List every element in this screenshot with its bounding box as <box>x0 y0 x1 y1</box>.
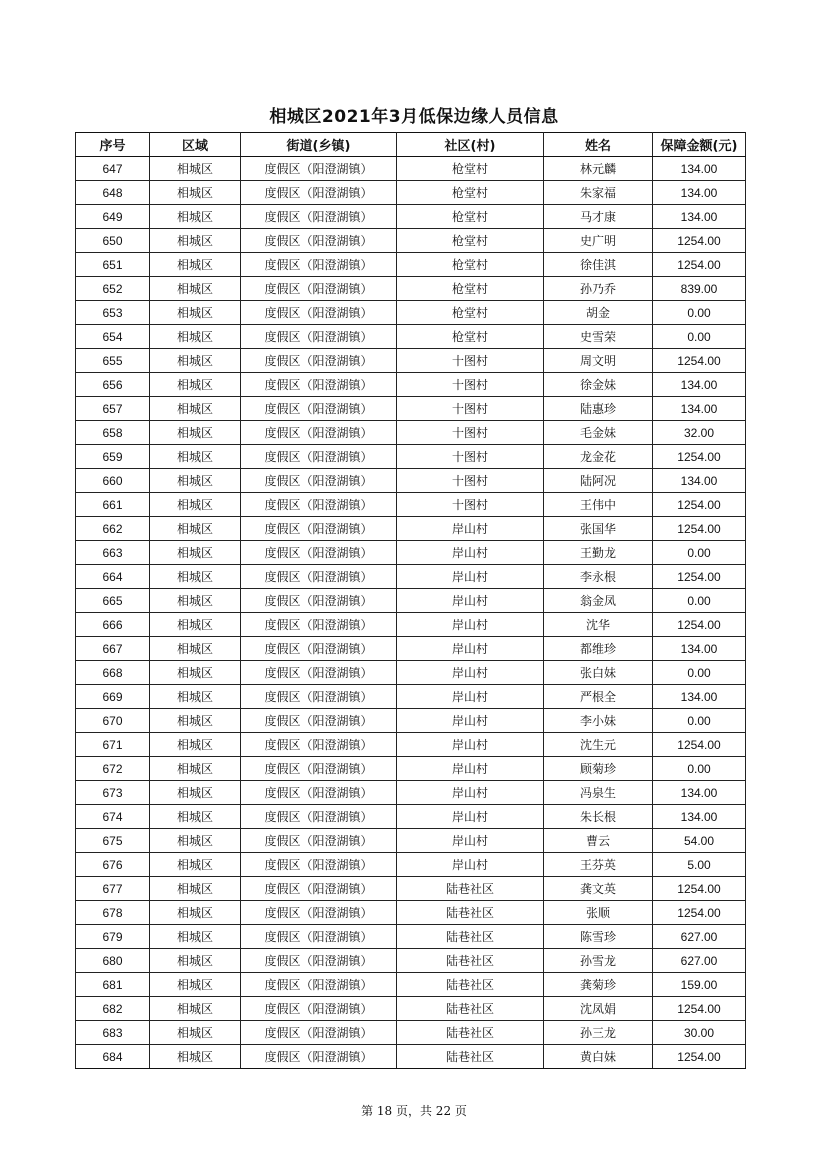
cell-name: 马才康 <box>544 205 653 229</box>
table-row <box>76 589 746 613</box>
cell-community: 岸山村 <box>397 829 544 853</box>
cell-district: 相城区 <box>150 325 241 349</box>
cell-amount: 54.00 <box>653 829 746 853</box>
cell-district: 相城区 <box>150 397 241 421</box>
cell-community: 十图村 <box>397 421 544 445</box>
cell-street: 度假区（阳澄湖镇） <box>241 421 397 445</box>
cell-index: 659 <box>76 445 150 469</box>
cell-community: 陆巷社区 <box>397 877 544 901</box>
cell-index: 661 <box>76 493 150 517</box>
cell-index: 671 <box>76 733 150 757</box>
page-footer: 第 18 页，共 22 页 <box>361 1104 467 1118</box>
cell-street: 度假区（阳澄湖镇） <box>241 373 397 397</box>
cell-amount: 0.00 <box>653 589 746 613</box>
cell-amount: 1254.00 <box>653 1045 746 1069</box>
cell-name: 张国华 <box>544 517 653 541</box>
cell-index: 668 <box>76 661 150 685</box>
cell-name: 龚文英 <box>544 877 653 901</box>
column-header-community: 社区(村) <box>397 133 544 157</box>
cell-name: 冯泉生 <box>544 781 653 805</box>
cell-amount: 627.00 <box>653 949 746 973</box>
cell-district: 相城区 <box>150 805 241 829</box>
cell-street: 度假区（阳澄湖镇） <box>241 301 397 325</box>
cell-street: 度假区（阳澄湖镇） <box>241 1045 397 1069</box>
cell-index: 655 <box>76 349 150 373</box>
cell-community: 枪堂村 <box>397 253 544 277</box>
cell-district: 相城区 <box>150 445 241 469</box>
cell-district: 相城区 <box>150 541 241 565</box>
cell-community: 岸山村 <box>397 613 544 637</box>
table-row <box>76 1021 746 1045</box>
cell-district: 相城区 <box>150 253 241 277</box>
cell-index: 650 <box>76 229 150 253</box>
cell-community: 枪堂村 <box>397 277 544 301</box>
cell-street: 度假区（阳澄湖镇） <box>241 997 397 1021</box>
cell-amount: 1254.00 <box>653 517 746 541</box>
cell-community: 岸山村 <box>397 733 544 757</box>
cell-community: 十图村 <box>397 469 544 493</box>
table-row <box>76 1045 746 1069</box>
cell-amount: 134.00 <box>653 781 746 805</box>
column-header-index: 序号 <box>76 133 150 157</box>
table-row <box>76 349 746 373</box>
cell-amount: 5.00 <box>653 853 746 877</box>
table-row <box>76 685 746 709</box>
cell-index: 665 <box>76 589 150 613</box>
table-row <box>76 757 746 781</box>
cell-index: 670 <box>76 709 150 733</box>
cell-amount: 134.00 <box>653 397 746 421</box>
cell-name: 王芬英 <box>544 853 653 877</box>
cell-amount: 0.00 <box>653 541 746 565</box>
cell-community: 岸山村 <box>397 685 544 709</box>
cell-amount: 1254.00 <box>653 445 746 469</box>
cell-district: 相城区 <box>150 181 241 205</box>
cell-community: 枪堂村 <box>397 205 544 229</box>
cell-community: 岸山村 <box>397 589 544 613</box>
cell-district: 相城区 <box>150 349 241 373</box>
cell-amount: 134.00 <box>653 157 746 181</box>
cell-street: 度假区（阳澄湖镇） <box>241 469 397 493</box>
cell-index: 648 <box>76 181 150 205</box>
cell-district: 相城区 <box>150 709 241 733</box>
cell-street: 度假区（阳澄湖镇） <box>241 517 397 541</box>
column-header-name: 姓名 <box>544 133 653 157</box>
table-row <box>76 781 746 805</box>
cell-amount: 0.00 <box>653 661 746 685</box>
cell-index: 683 <box>76 1021 150 1045</box>
cell-community: 岸山村 <box>397 661 544 685</box>
cell-amount: 839.00 <box>653 277 746 301</box>
cell-name: 陈雪珍 <box>544 925 653 949</box>
cell-amount: 0.00 <box>653 301 746 325</box>
table-row <box>76 733 746 757</box>
cell-amount: 1254.00 <box>653 229 746 253</box>
cell-name: 朱长根 <box>544 805 653 829</box>
cell-community: 陆巷社区 <box>397 901 544 925</box>
cell-community: 陆巷社区 <box>397 997 544 1021</box>
cell-name: 张白妹 <box>544 661 653 685</box>
cell-community: 岸山村 <box>397 757 544 781</box>
cell-index: 666 <box>76 613 150 637</box>
table-row <box>76 661 746 685</box>
cell-name: 沈生元 <box>544 733 653 757</box>
cell-index: 649 <box>76 205 150 229</box>
cell-street: 度假区（阳澄湖镇） <box>241 541 397 565</box>
cell-index: 656 <box>76 373 150 397</box>
cell-amount: 134.00 <box>653 181 746 205</box>
cell-district: 相城区 <box>150 997 241 1021</box>
cell-district: 相城区 <box>150 637 241 661</box>
cell-district: 相城区 <box>150 589 241 613</box>
table-row <box>76 253 746 277</box>
cell-amount: 134.00 <box>653 205 746 229</box>
cell-index: 677 <box>76 877 150 901</box>
cell-amount: 0.00 <box>653 325 746 349</box>
cell-community: 岸山村 <box>397 565 544 589</box>
table-row <box>76 565 746 589</box>
table-row <box>76 925 746 949</box>
cell-name: 毛金妹 <box>544 421 653 445</box>
cell-name: 翁金凤 <box>544 589 653 613</box>
cell-community: 枪堂村 <box>397 229 544 253</box>
cell-street: 度假区（阳澄湖镇） <box>241 901 397 925</box>
table-row <box>76 997 746 1021</box>
cell-index: 651 <box>76 253 150 277</box>
table-row <box>76 637 746 661</box>
cell-name: 沈华 <box>544 613 653 637</box>
cell-community: 陆巷社区 <box>397 973 544 997</box>
cell-street: 度假区（阳澄湖镇） <box>241 925 397 949</box>
table-row <box>76 181 746 205</box>
table-row <box>76 517 746 541</box>
cell-street: 度假区（阳澄湖镇） <box>241 589 397 613</box>
cell-district: 相城区 <box>150 757 241 781</box>
cell-index: 658 <box>76 421 150 445</box>
table-body <box>76 157 746 1069</box>
cell-amount: 1254.00 <box>653 877 746 901</box>
cell-amount: 159.00 <box>653 973 746 997</box>
cell-name: 孙乃乔 <box>544 277 653 301</box>
cell-index: 673 <box>76 781 150 805</box>
cell-street: 度假区（阳澄湖镇） <box>241 349 397 373</box>
cell-amount: 1254.00 <box>653 253 746 277</box>
cell-amount: 30.00 <box>653 1021 746 1045</box>
table-row <box>76 277 746 301</box>
cell-district: 相城区 <box>150 157 241 181</box>
cell-street: 度假区（阳澄湖镇） <box>241 277 397 301</box>
table-row <box>76 853 746 877</box>
cell-index: 654 <box>76 325 150 349</box>
cell-community: 岸山村 <box>397 517 544 541</box>
table-row <box>76 469 746 493</box>
cell-amount: 0.00 <box>653 757 746 781</box>
cell-district: 相城区 <box>150 925 241 949</box>
cell-district: 相城区 <box>150 421 241 445</box>
table-row <box>76 301 746 325</box>
cell-name: 朱家福 <box>544 181 653 205</box>
cell-street: 度假区（阳澄湖镇） <box>241 805 397 829</box>
cell-amount: 1254.00 <box>653 901 746 925</box>
cell-index: 660 <box>76 469 150 493</box>
cell-district: 相城区 <box>150 877 241 901</box>
cell-street: 度假区（阳澄湖镇） <box>241 877 397 901</box>
table-row <box>76 709 746 733</box>
cell-community: 岸山村 <box>397 709 544 733</box>
cell-amount: 1254.00 <box>653 997 746 1021</box>
cell-name: 张顺 <box>544 901 653 925</box>
cell-district: 相城区 <box>150 613 241 637</box>
cell-street: 度假区（阳澄湖镇） <box>241 205 397 229</box>
cell-index: 669 <box>76 685 150 709</box>
cell-street: 度假区（阳澄湖镇） <box>241 781 397 805</box>
cell-amount: 627.00 <box>653 925 746 949</box>
cell-name: 都维珍 <box>544 637 653 661</box>
cell-district: 相城区 <box>150 853 241 877</box>
cell-district: 相城区 <box>150 901 241 925</box>
table-row <box>76 157 746 181</box>
cell-district: 相城区 <box>150 829 241 853</box>
cell-community: 岸山村 <box>397 541 544 565</box>
cell-community: 枪堂村 <box>397 301 544 325</box>
cell-street: 度假区（阳澄湖镇） <box>241 253 397 277</box>
cell-index: 681 <box>76 973 150 997</box>
cell-index: 682 <box>76 997 150 1021</box>
table-row <box>76 229 746 253</box>
table-row <box>76 901 746 925</box>
cell-amount: 134.00 <box>653 805 746 829</box>
cell-district: 相城区 <box>150 229 241 253</box>
cell-index: 663 <box>76 541 150 565</box>
cell-community: 岸山村 <box>397 781 544 805</box>
table-row <box>76 973 746 997</box>
cell-name: 陆阿况 <box>544 469 653 493</box>
cell-district: 相城区 <box>150 1045 241 1069</box>
table-row <box>76 493 746 517</box>
cell-street: 度假区（阳澄湖镇） <box>241 757 397 781</box>
cell-district: 相城区 <box>150 277 241 301</box>
cell-index: 657 <box>76 397 150 421</box>
cell-amount: 1254.00 <box>653 493 746 517</box>
table-header-row <box>76 133 746 157</box>
cell-index: 684 <box>76 1045 150 1069</box>
cell-index: 675 <box>76 829 150 853</box>
cell-district: 相城区 <box>150 469 241 493</box>
cell-amount: 134.00 <box>653 469 746 493</box>
cell-amount: 134.00 <box>653 637 746 661</box>
cell-name: 龚菊珍 <box>544 973 653 997</box>
cell-street: 度假区（阳澄湖镇） <box>241 1021 397 1045</box>
cell-name: 孙三龙 <box>544 1021 653 1045</box>
cell-community: 陆巷社区 <box>397 925 544 949</box>
cell-amount: 1254.00 <box>653 565 746 589</box>
cell-index: 664 <box>76 565 150 589</box>
cell-name: 黄白妹 <box>544 1045 653 1069</box>
cell-street: 度假区（阳澄湖镇） <box>241 733 397 757</box>
cell-street: 度假区（阳澄湖镇） <box>241 181 397 205</box>
cell-index: 680 <box>76 949 150 973</box>
cell-name: 王伟中 <box>544 493 653 517</box>
cell-district: 相城区 <box>150 949 241 973</box>
table-row <box>76 805 746 829</box>
cell-name: 顾菊珍 <box>544 757 653 781</box>
table-row <box>76 445 746 469</box>
cell-index: 674 <box>76 805 150 829</box>
table-row <box>76 877 746 901</box>
data-table <box>75 132 746 1069</box>
cell-name: 徐金妹 <box>544 373 653 397</box>
cell-street: 度假区（阳澄湖镇） <box>241 397 397 421</box>
cell-community: 十图村 <box>397 373 544 397</box>
cell-community: 十图村 <box>397 349 544 373</box>
cell-district: 相城区 <box>150 517 241 541</box>
cell-name: 曹云 <box>544 829 653 853</box>
cell-street: 度假区（阳澄湖镇） <box>241 685 397 709</box>
cell-name: 严根全 <box>544 685 653 709</box>
table-row <box>76 373 746 397</box>
cell-street: 度假区（阳澄湖镇） <box>241 229 397 253</box>
cell-district: 相城区 <box>150 685 241 709</box>
cell-street: 度假区（阳澄湖镇） <box>241 853 397 877</box>
cell-name: 李小妹 <box>544 709 653 733</box>
cell-name: 史雪荣 <box>544 325 653 349</box>
cell-community: 十图村 <box>397 445 544 469</box>
cell-index: 672 <box>76 757 150 781</box>
cell-name: 孙雪龙 <box>544 949 653 973</box>
cell-index: 647 <box>76 157 150 181</box>
cell-index: 653 <box>76 301 150 325</box>
cell-amount: 134.00 <box>653 685 746 709</box>
cell-community: 陆巷社区 <box>397 1021 544 1045</box>
cell-index: 676 <box>76 853 150 877</box>
cell-amount: 1254.00 <box>653 349 746 373</box>
cell-district: 相城区 <box>150 493 241 517</box>
cell-district: 相城区 <box>150 373 241 397</box>
cell-community: 陆巷社区 <box>397 949 544 973</box>
cell-name: 王勤龙 <box>544 541 653 565</box>
table-row <box>76 421 746 445</box>
cell-street: 度假区（阳澄湖镇） <box>241 325 397 349</box>
table-row <box>76 325 746 349</box>
cell-community: 十图村 <box>397 397 544 421</box>
cell-district: 相城区 <box>150 973 241 997</box>
cell-index: 652 <box>76 277 150 301</box>
cell-street: 度假区（阳澄湖镇） <box>241 157 397 181</box>
column-header-amount: 保障金额(元) <box>653 133 746 157</box>
cell-name: 胡金 <box>544 301 653 325</box>
cell-district: 相城区 <box>150 733 241 757</box>
column-header-district: 区域 <box>150 133 241 157</box>
cell-name: 史广明 <box>544 229 653 253</box>
cell-street: 度假区（阳澄湖镇） <box>241 445 397 469</box>
cell-community: 十图村 <box>397 493 544 517</box>
cell-community: 枪堂村 <box>397 325 544 349</box>
cell-street: 度假区（阳澄湖镇） <box>241 565 397 589</box>
table-row <box>76 397 746 421</box>
table-row <box>76 541 746 565</box>
cell-street: 度假区（阳澄湖镇） <box>241 493 397 517</box>
cell-district: 相城区 <box>150 301 241 325</box>
cell-index: 679 <box>76 925 150 949</box>
page-title: 相城区2021年3月低保边缘人员信息 <box>269 107 559 127</box>
cell-community: 枪堂村 <box>397 181 544 205</box>
cell-community: 岸山村 <box>397 805 544 829</box>
cell-name: 徐佳淇 <box>544 253 653 277</box>
column-header-street: 街道(乡镇) <box>241 133 397 157</box>
cell-district: 相城区 <box>150 781 241 805</box>
cell-index: 678 <box>76 901 150 925</box>
cell-district: 相城区 <box>150 661 241 685</box>
cell-community: 岸山村 <box>397 637 544 661</box>
cell-street: 度假区（阳澄湖镇） <box>241 949 397 973</box>
cell-street: 度假区（阳澄湖镇） <box>241 637 397 661</box>
cell-index: 662 <box>76 517 150 541</box>
cell-amount: 1254.00 <box>653 613 746 637</box>
cell-name: 沈凤娟 <box>544 997 653 1021</box>
cell-amount: 134.00 <box>653 373 746 397</box>
cell-name: 周文明 <box>544 349 653 373</box>
cell-amount: 0.00 <box>653 709 746 733</box>
table-row <box>76 949 746 973</box>
table-row <box>76 205 746 229</box>
cell-name: 龙金花 <box>544 445 653 469</box>
cell-amount: 1254.00 <box>653 733 746 757</box>
cell-district: 相城区 <box>150 205 241 229</box>
cell-street: 度假区（阳澄湖镇） <box>241 973 397 997</box>
cell-community: 岸山村 <box>397 853 544 877</box>
cell-community: 陆巷社区 <box>397 1045 544 1069</box>
cell-name: 李永根 <box>544 565 653 589</box>
table-row <box>76 613 746 637</box>
cell-street: 度假区（阳澄湖镇） <box>241 661 397 685</box>
cell-district: 相城区 <box>150 1021 241 1045</box>
cell-street: 度假区（阳澄湖镇） <box>241 829 397 853</box>
cell-name: 陆惠珍 <box>544 397 653 421</box>
cell-district: 相城区 <box>150 565 241 589</box>
table-row <box>76 829 746 853</box>
cell-index: 667 <box>76 637 150 661</box>
cell-street: 度假区（阳澄湖镇） <box>241 613 397 637</box>
cell-amount: 32.00 <box>653 421 746 445</box>
cell-street: 度假区（阳澄湖镇） <box>241 709 397 733</box>
cell-community: 枪堂村 <box>397 157 544 181</box>
cell-name: 林元麟 <box>544 157 653 181</box>
